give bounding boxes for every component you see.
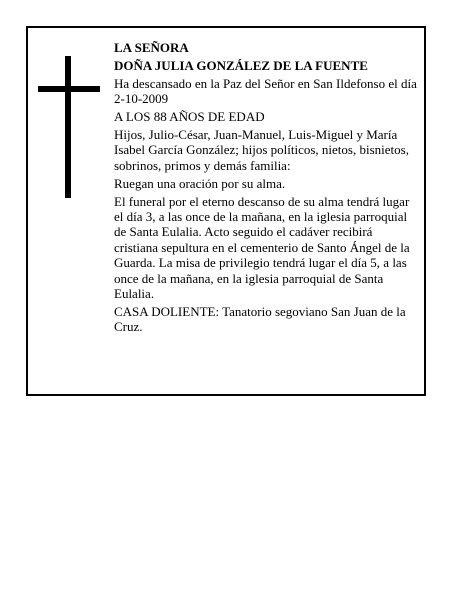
deceased-name: DOÑA JULIA GONZÁLEZ DE LA FUENTE bbox=[114, 57, 368, 73]
prayer-request: Ruegan una oración por su alma. bbox=[114, 175, 286, 191]
funeral-information: El funeral por el eterno descanso de su alma tendrá lugar el día 3, a las once de la mañana, en la iglesia parroquial de Santa Eulalia. Acto seguido el cadáver recibirá cristiana sepultura en el cementerio de Santo Ángel de la Guarda. La misa de privilegio tendrá lugar el día 5, a las once de la mañana, en la iglesia parroquial de Santa Eulalia. bbox=[114, 193, 410, 302]
death-statement: Ha descansado en la Paz del Señor en San Ildefonso el día 2-10-2009 bbox=[114, 75, 417, 107]
mourning-house: CASA DOLIENTE: Tanatorio segoviano San Juan de la Cruz. bbox=[114, 304, 406, 335]
notice-title: LA SEÑORA bbox=[114, 40, 189, 55]
obituary-text bbox=[114, 40, 418, 337]
family-members: Hijos, Julio-César, Juan-Manuel, Luis-Miguel y María Isabel García González; hijos políticos, nietos, bisnietos, sobrinos, primos y demás familia: bbox=[114, 127, 409, 173]
cross-icon bbox=[38, 56, 100, 198]
cross-vertical-bar bbox=[65, 56, 71, 198]
cross-horizontal-bar bbox=[38, 86, 100, 92]
obituary-notice bbox=[26, 26, 426, 396]
age-statement: A LOS 88 AÑOS DE EDAD bbox=[114, 109, 265, 125]
